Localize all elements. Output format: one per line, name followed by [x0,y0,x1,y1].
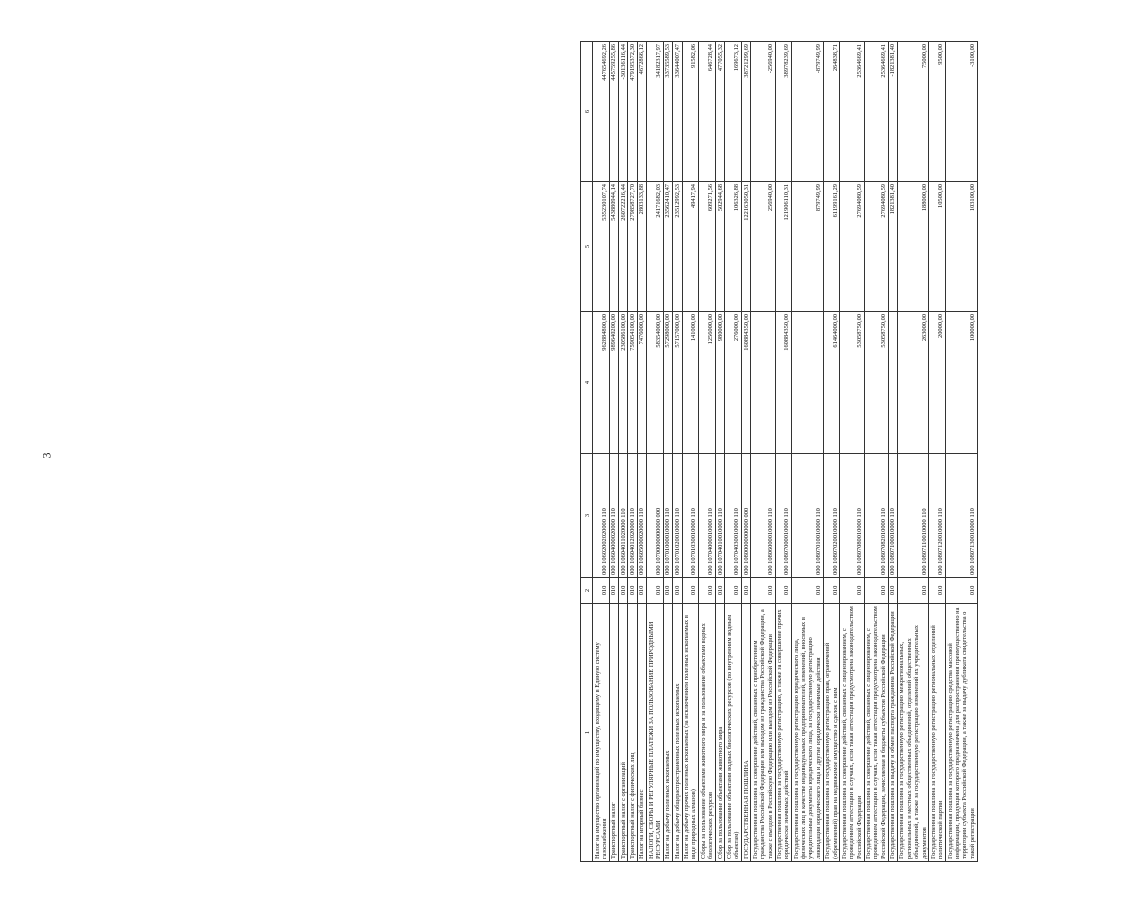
row-fact: 122163050,31 [742,182,751,312]
row-name: ГОСУДАРСТВЕННАЯ ПОШЛИНА [742,604,751,862]
row-fact: 1821381,40 [888,182,897,312]
table-row [946,42,977,862]
row-fact: 10500,00 [929,182,946,312]
row-plan: 61464000,00 [823,312,840,454]
row-plan: 160884350,00 [742,312,751,454]
row-fact: 502944,68 [716,182,725,312]
table-row [864,42,888,862]
row-plan: 989640200,00 [609,312,618,454]
table-row [699,42,716,862]
row-name: Государственная пошлина за государственную регистрацию юридического лица, физических лиц в качестве индивидуальных предпринимателей, изменений, вносимых в учредительные документы юридического лица, за государственную регистрацию ликвидации юридического лица и другие юридически значимые действия [792,604,823,862]
header-row [581,42,593,862]
row-rest: -3100,00 [946,42,977,182]
table-row [619,42,628,862]
row-code: 010 [628,578,637,604]
row-rest: 38721299,69 [742,42,751,182]
row-plan: 57298000,00 [663,312,672,454]
row-kbk: 000 10807010010000 110 [792,454,823,578]
row-fact: 879749,99 [792,182,823,312]
row-plan: 160884350,00 [775,312,792,454]
row-name: Государственная пошлина за совершение действий, связанных с лицензированием, с проведением аттестации в случаях, если такая аттестация предусмотрена законодательством Российской Федерации, зачисляемая в бюджеты субъектов Российской Федерации [864,604,888,862]
row-name: Государственная пошлина за выдачу и обмен паспорта гражданина Российской Федерации [888,604,897,862]
row-code: 010 [619,578,628,604]
row-name: Сбор за пользование объектами водных биологических ресурсов (по внутренним водным объектам) [725,604,742,862]
row-kbk: 000 10807130010000 110 [946,454,977,578]
row-fact: 27694080,59 [864,182,888,312]
row-kbk: 000 10604000020000 110 [609,454,618,578]
row-rest: 479195372,30 [628,42,637,182]
row-plan: 100000,00 [946,312,977,454]
row-kbk: 000 10807100010000 110 [888,454,897,578]
row-code: 010 [840,578,864,604]
row-plan [751,312,775,454]
row-fact: 106326,88 [725,182,742,312]
table-row [628,42,637,862]
row-name: Налог на добычу общераспространенных полезных ископаемых [673,604,682,862]
row-name: Государственная пошлина за государственную регистрацию межрегиональных, региональных и местных общественных объединений, отделений общественных объединений, а также за государственную регистрацию изменений их учредительных документов [897,604,928,862]
revenue-table [580,41,978,862]
table-body [593,42,978,862]
row-fact: 27694080,59 [840,182,864,312]
row-code: 010 [699,578,716,604]
row-code: 010 [897,578,928,604]
row-kbk: 000 10704030010000 110 [725,454,742,578]
row-code: 010 [716,578,725,604]
row-fact: 49417,94 [682,182,699,312]
table-row [888,42,897,862]
row-fact: 543880944,14 [609,182,618,312]
row-plan: 20000,00 [929,312,946,454]
row-fact: 23512992,53 [673,182,682,312]
row-code: 010 [673,578,682,604]
table-row [663,42,672,862]
row-plan: 980000,00 [716,312,725,454]
row-kbk: 000 10605000020000 110 [637,454,646,578]
row-fact: 103100,00 [946,182,977,312]
row-kbk: 000 10807020010000 110 [823,454,840,578]
row-plan: 230586100,00 [619,312,628,454]
table-row [897,42,928,862]
row-code: 010 [663,578,672,604]
row-name: Сборы за пользование объектами животного мира и за пользование объектами водных биологических ресурсов [699,604,716,862]
row-code: 010 [888,578,897,604]
table-row [775,42,792,862]
row-kbk: 000 10701020010000 110 [673,454,682,578]
row-plan: 57157000,00 [673,312,682,454]
row-kbk: 000 10807110010000 110 [897,454,928,578]
row-rest: 91582,06 [682,42,699,182]
row-rest: 4672866,12 [637,42,646,182]
row-fact: 188000,00 [897,182,928,312]
row-fact: 260722216,44 [619,182,628,312]
row-rest: 25364669,41 [864,42,888,182]
row-kbk: 000 10807000010000 110 [775,454,792,578]
row-name: Налог на добычу полезных ископаемых [663,604,672,862]
row-code: 010 [864,578,888,604]
row-fact: 2803133,88 [637,182,646,312]
row-kbk: 000 10604011020000 110 [619,454,628,578]
row-name: Государственная пошлина за государственную регистрацию региональных отделений политической партии [929,604,946,862]
row-fact: 23562410,47 [663,182,672,312]
row-name: Налог на добычу прочих полезных ископаемых (за исключением полезных ископаемых в виде природных алмазов) [682,604,699,862]
row-code: 010 [609,578,618,604]
row-name: Сбор за пользование объектами животного мира [716,604,725,862]
row-rest: -1821381,40 [888,42,897,182]
row-code: 010 [647,578,664,604]
row-name: Государственная пошлина за совершение действий, связанных с приобретением гражданства Российской Федерации или выходом из гражданства Российской Федерации, а также с въездом в Российскую Федерацию или выездом из Российской Федерации [751,604,775,862]
row-name: Транспортный налог [609,604,618,862]
row-name: Транспортный налог с физических лиц [628,604,637,862]
row-name: Налог на имущество организаций по имуществу, входящему в Единую систему газоснабжения [593,604,610,862]
header-col-6: 6 [581,42,593,182]
row-fact: 279858727,70 [628,182,637,312]
row-code: 010 [946,578,977,604]
table-row [647,42,664,862]
row-fact: 121906110,31 [775,182,792,312]
row-code: 010 [751,578,775,604]
row-rest: 646728,44 [699,42,716,182]
row-code: 010 [792,578,823,604]
row-rest: 445759255,86 [609,42,618,182]
row-plan: 1256000,00 [699,312,716,454]
row-rest: 447654692,26 [593,42,610,182]
row-name: НАЛОГИ, СБОРЫ И РЕГУЛЯРНЫЕ ПЛАТЕЖИ ЗА ПОЛЬЗОВАНИЕ ПРИРОДНЫМИ РЕСУРСАМИ [647,604,664,862]
row-kbk: 000 10704000010000 110 [699,454,716,578]
row-fact: 256940,00 [751,182,775,312]
row-kbk: 000 10602002020000 110 [593,454,610,578]
row-rest: 477055,32 [716,42,725,182]
row-plan: 962884800,00 [593,312,610,454]
row-rest: 169673,12 [725,42,742,182]
row-kbk: 000 10700000000000 000 [647,454,664,578]
table-row [792,42,823,862]
row-name: Государственная пошлина за государственную регистрацию, а также за совершение прочих юридически значимых действий [775,604,792,862]
row-fact: 609271,56 [699,182,716,312]
table-row [742,42,751,862]
row-kbk: 000 10806000010000 110 [751,454,775,578]
row-rest: 9500,00 [929,42,946,182]
row-plan: 759054100,00 [628,312,637,454]
row-plan: 53058750,00 [864,312,888,454]
row-kbk: 000 10807120010000 110 [929,454,946,578]
row-plan: 141000,00 [682,312,699,454]
row-plan: 53058750,00 [840,312,864,454]
table-row [840,42,864,862]
row-kbk: 000 10704010010000 110 [716,454,725,578]
rotated-report [580,42,1140,862]
row-fact: 61199161,29 [823,182,840,312]
row-name: Транспортный налог с организаций [619,604,628,862]
row-code: 010 [742,578,751,604]
header-col-5: 5 [581,182,593,312]
table-row [823,42,840,862]
table-row [751,42,775,862]
row-code: 010 [682,578,699,604]
row-rest: 33644007,47 [673,42,682,182]
row-plan: 7476000,00 [637,312,646,454]
row-kbk: 000 10604012020000 110 [628,454,637,578]
row-fact: 535230107,74 [593,182,610,312]
table-row [725,42,742,862]
table-row [716,42,725,862]
header-col-3: 3 [581,454,593,578]
row-name: Государственная пошлина за совершение действий, связанных с лицензированием, с проведением аттестации в случаях, если такая аттестация предусмотрена законодательством Российской Федерации [840,604,864,862]
row-code: 010 [725,578,742,604]
table-row [637,42,646,862]
row-plan [888,312,897,454]
row-plan: 58354000,00 [647,312,664,454]
row-fact: 24171682,03 [647,182,664,312]
header-col-2: 2 [581,578,593,604]
header-col-4: 4 [581,312,593,454]
row-name: Налог на игорный бизнес [637,604,646,862]
row-code: 010 [637,578,646,604]
header-col-1: 1 [581,604,593,862]
row-code: 010 [593,578,610,604]
row-code: 010 [929,578,946,604]
table-row [593,42,610,862]
row-rest: 38978239,69 [775,42,792,182]
row-rest: 34182317,97 [647,42,664,182]
row-rest: 33735589,53 [663,42,672,182]
row-rest: 25364669,41 [840,42,864,182]
row-kbk: 000 10807080010000 110 [840,454,864,578]
row-plan: 263000,00 [897,312,928,454]
table-row [682,42,699,862]
row-rest: -30136116,44 [619,42,628,182]
row-code: 010 [775,578,792,604]
row-kbk: 000 10701000010000 110 [663,454,672,578]
row-rest: 264838,71 [823,42,840,182]
row-kbk: 000 10701030010000 110 [682,454,699,578]
row-plan: 276000,00 [725,312,742,454]
row-plan [792,312,823,454]
row-rest: -879749,99 [792,42,823,182]
row-name: Государственная пошлина за государственную регистрацию прав, ограничений (обременений) прав на недвижимое имущество и сделок с ним [823,604,840,862]
row-code: 010 [823,578,840,604]
row-kbk: 000 10807082010000 110 [864,454,888,578]
table-row [609,42,618,862]
row-name: Государственная пошлина за государственную регистрацию средства массовой информации, продукция которого предназначена для распространения преимущественно на территории субъекта Российской Федерации, а также за выдачу дубликата свидетельства о такой регистрации [946,604,977,862]
table-row [929,42,946,862]
row-rest: 75000,00 [897,42,928,182]
page-number: 3 [39,452,54,459]
table-row [673,42,682,862]
row-rest: -256940,00 [751,42,775,182]
row-kbk: 000 10800000000000 000 [742,454,751,578]
